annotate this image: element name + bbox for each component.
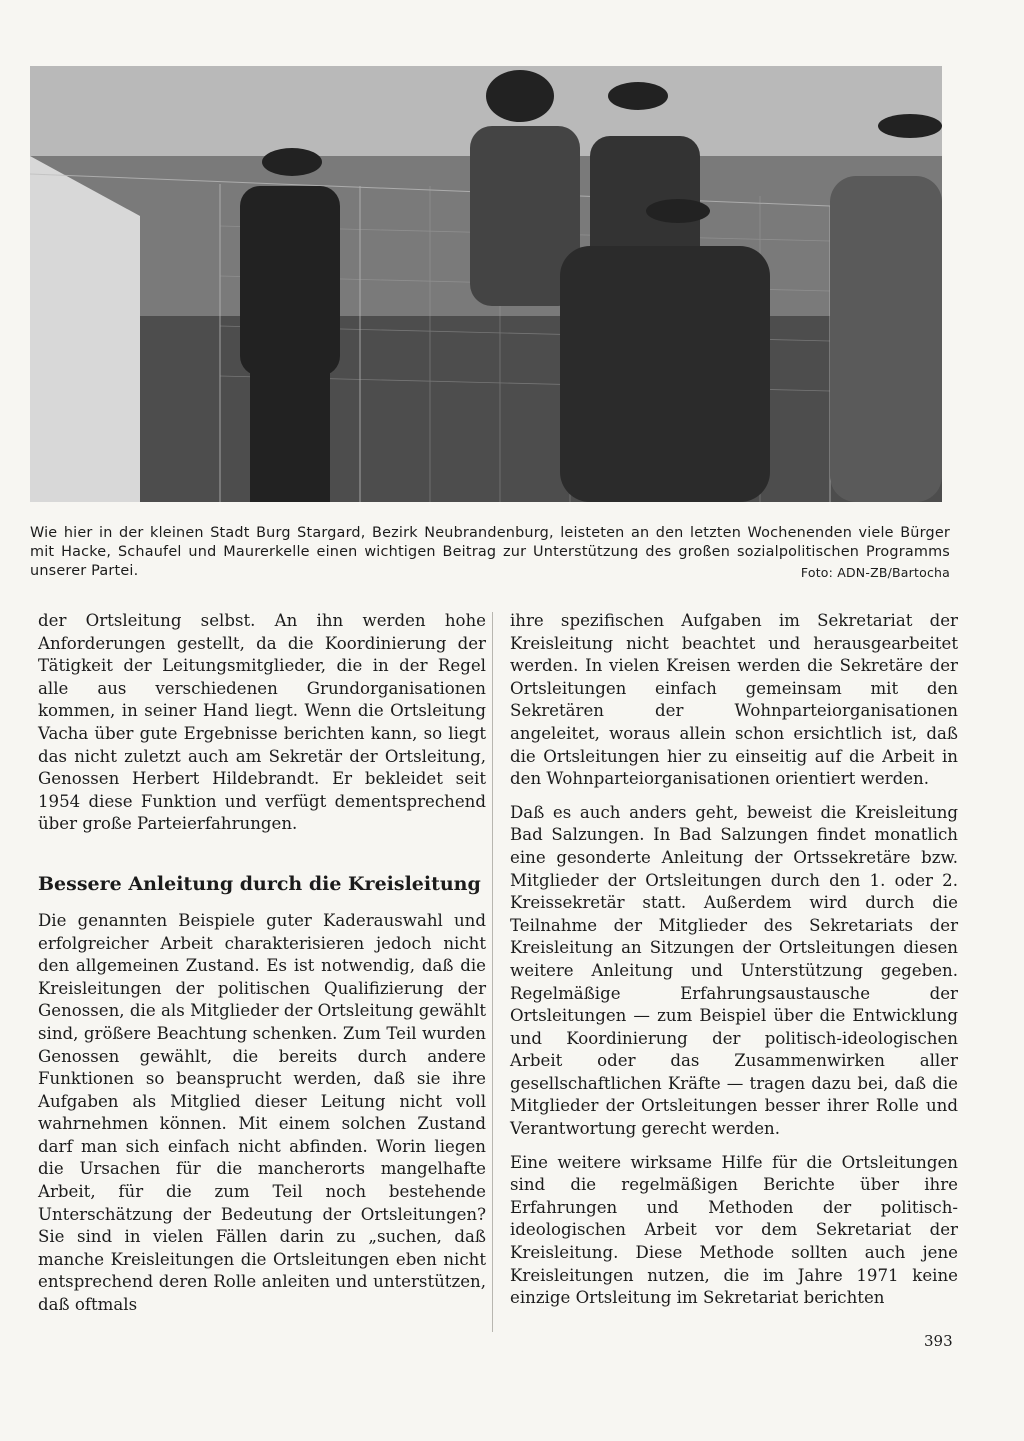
- right-paragraph-2: Daß es auch anders geht, beweist die Kreisleitung Bad Salzungen. In Bad Salzungen findet monatlich eine gesonderte Anleitung der Ortssekretäre bzw. Mitglieder der Ortsleitungen durch den 1. oder 2. Kreissekretär statt. Außerdem wird durch die Teilnahme der Mitglieder des Sekretariats der Kreisleitung an Sitzungen der Ortsleitungen diesen weitere Anleitung und Unterstützung gegeben. Regelmäßige Erfahrungsaustausche der Ortsleitungen — zum Beispiel über die Entwicklung und Koordinierung der politisch-ideologischen Arbeit oder das Zusammenwirken aller gesellschaftlichen Kräfte — tragen dazu bei, daß die Mitglieder der Ortsleitungen besser ihrer Rolle und Verantwortung gerecht werden.: [510, 802, 958, 1139]
- left-paragraph-2: Die genannten Beispiele guter Kaderauswahl und erfolgreicher Arbeit charakterisieren jedoch nicht den allgemeinen Zustand. Es ist notwendig, daß die Kreisleitungen der politischen Qualifizierung der Genossen, die als Mitglieder der Ortsleitung gewählt sind, größere Beachtung schenken. Zum Teil wurden Genossen gewählt, die bereits durch andere Funktionen so beansprucht werden, daß sie ihre Aufgaben als Mitglied dieser Leitung nicht voll wahrnehmen können. Mit einem solchen Zustand darf man sich einfach nicht abfinden. Worin liegen die Ursachen für die mancherorts mangelhafte Arbeit, für die zum Teil noch bestehende Unterschätzung der Bedeutung der Ortsleitungen? Sie sind in vielen Fällen darin zu „suchen, daß manche Kreisleitungen die Ortsleitungen eben nicht entsprechend deren Rolle anleiten und unterstützen, daß oftmals: [38, 910, 486, 1315]
- photo-credit: Foto: ADN-ZB/Bartocha: [800, 565, 950, 580]
- photo-illustration: [30, 66, 942, 502]
- section-heading: Bessere Anleitung durch die Kreisleitung: [38, 872, 481, 895]
- left-paragraph-1: der Ortsleitung selbst. An ihn werden hohe Anforderungen gestellt, da die Koordinierung der Tätigkeit der Leitungsmitglieder, die in der Regel alle aus verschiedenen Grundorganisationen kommen, in seiner Hand liegt. Wenn die Ortsleitung Vacha über gute Ergebnisse berichten kann, so liegt das nicht zuletzt auch am Sekretär der Ortsleitung, Genossen Herbert Hildebrandt. Er bekleidet seit 1954 diese Funktion und verfügt dementsprechend über große Parteierfahrungen.: [38, 611, 486, 834]
- right-paragraph-3: Eine weitere wirksame Hilfe für die Ortsleitungen sind die regelmäßigen Berichte über ihre Erfahrungen und Methoden der politisch-ideologischen Arbeit vor dem Sekretariat der Kreisleitung. Diese Methode sollten auch jene Kreisleitungen nutzen, die im Jahre 1971 keine einzige Ortsleitung im Sekretariat berichten: [510, 1152, 958, 1308]
- photo-workers-fence: [30, 66, 942, 502]
- right-paragraph-1: ihre spezifischen Aufgaben im Sekretariat der Kreisleitung nicht beachtet und herausgearbeitet werden. In vielen Kreisen werden die Sekretäre der Ortsleitungen einfach gemeinsam mit den Sekretären der Wohnparteiorganisationen angeleitet, woraus allein schon ersichtlich ist, daß die Ortsleitungen hier zu einseitig auf die Arbeit in den Wohnparteiorganisationen orientiert werden.: [510, 611, 958, 789]
- right-column: [510, 610, 958, 1310]
- page-number: 393: [924, 1332, 953, 1350]
- caption-text: Wie hier in der kleinen Stadt Burg Stargard, Bezirk Neubrandenburg, leisteten an den letzten Wochenenden viele Bürger mit Hacke, Schaufel und Maurerkelle einen wichtigen Beitrag zur Unterstützung des großen sozialpolitischen Programms unserer Partei.: [30, 525, 950, 579]
- column-divider: [492, 612, 493, 1332]
- photo-caption: [30, 524, 950, 582]
- left-column: [38, 610, 486, 1317]
